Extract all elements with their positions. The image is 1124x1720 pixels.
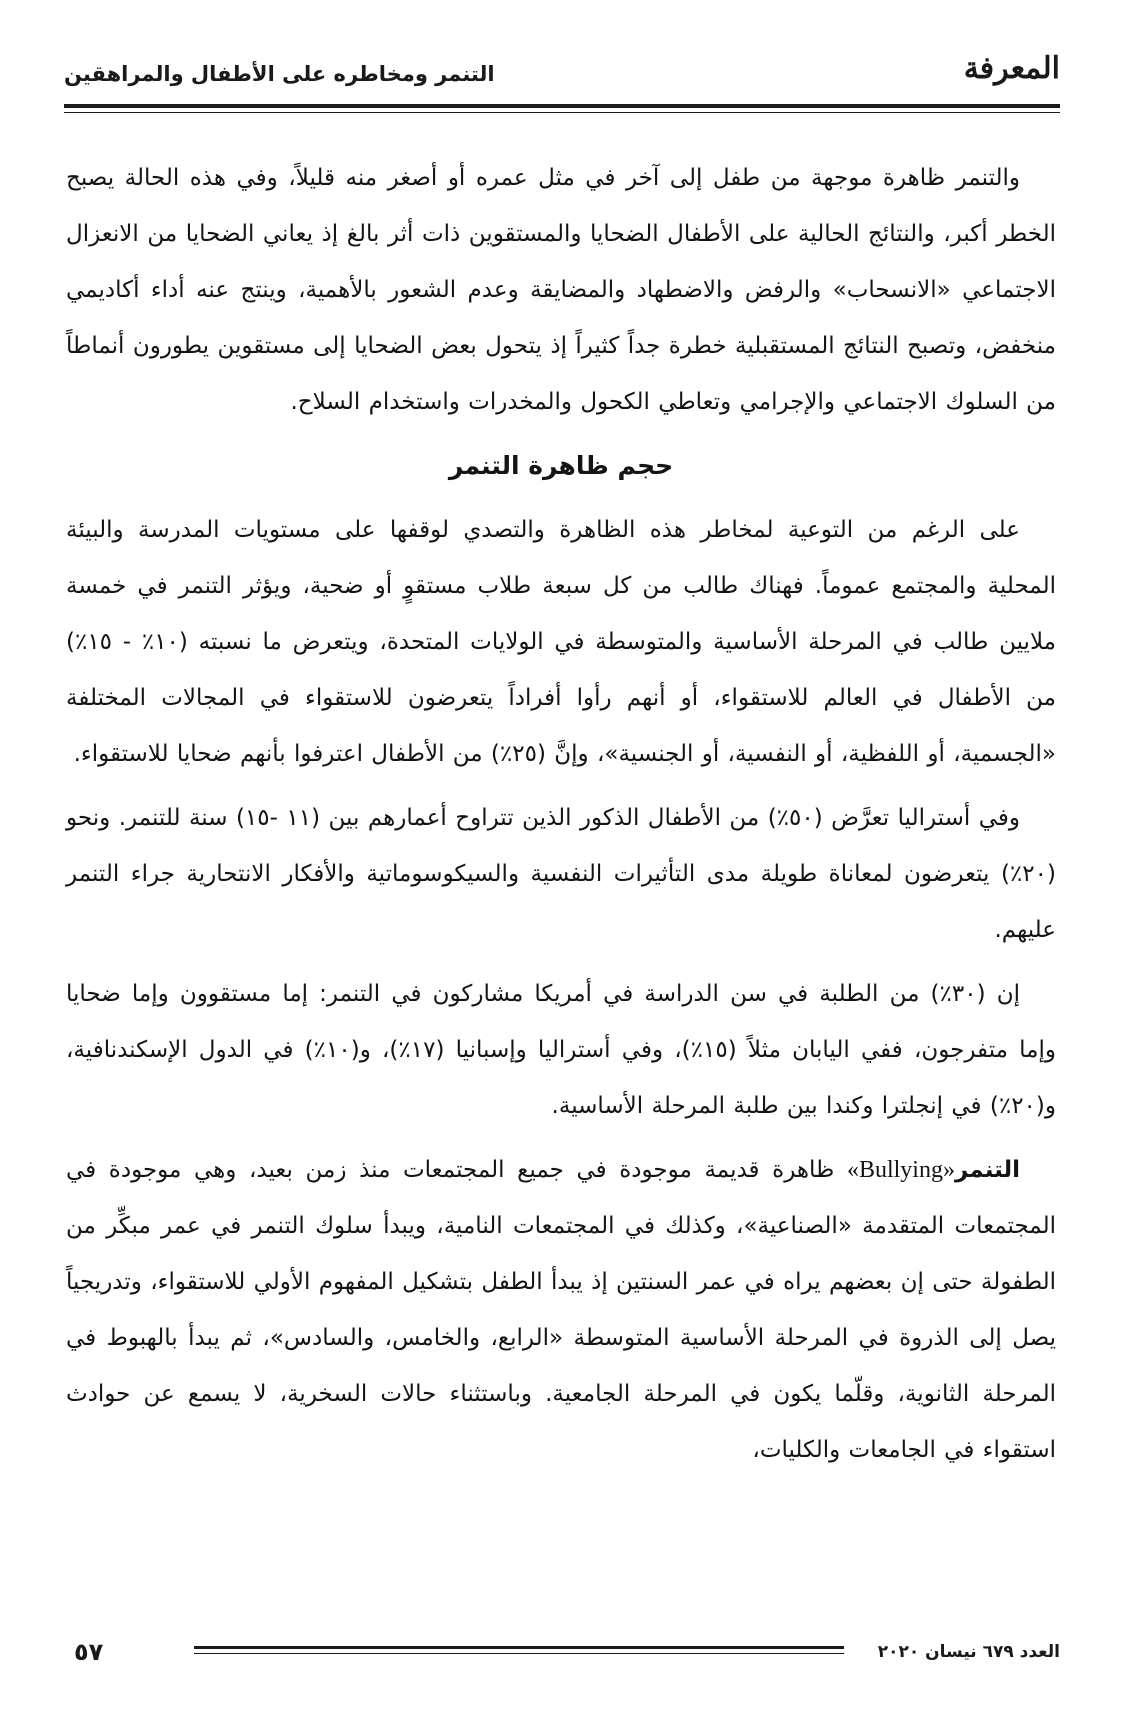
header-rule-thick [64,104,1060,108]
header-rule-thin [64,112,1060,113]
paragraph-3: وفي أستراليا تعرَّض (٥٠٪) من الأطفال الذكور الذين تتراوح أعمارهم بين (١١ -١٥) سنة للتنمر. ونحو (٢٠٪) يتعرضون لمعاناة طويلة مدى التأثيرات النفسية والسيكوسوماتية والأفكار الانتحارية جراء التنمر عليهم. [66,805,1056,943]
article-body [66,150,1056,1478]
section-heading: حجم ظاهرة التنمر [448,451,674,480]
paragraph-5-text: ظاهرة قديمة موجودة في جميع المجتمعات منذ زمن بعيد، وهي موجودة في المجتمعات المتقدمة «الصناعية»، وكذلك في المجتمعات النامية، ويبدأ سلوك التنمر في عمر مبكِّر من الطفولة حتى إن بعضهم يراه في عمر السنتين إذ يبدأ الطفل بتشكيل المفهوم الأولي للاستقواء، وتدريجياً يصل إلى الذروة في المرحلة الأساسية المتوسطة «الرابع، والخامس، والسادس»، ثم يبدأ بالهبوط في المرحلة الثانوية، وقلّما يكون في المرحلة الجامعية. وباستثناء حالات السخرية، لا يسمع عن حوادث استقواء في الجامعات والكليات، [66,1157,1056,1463]
running-header [64,48,1060,98]
paragraph-5-latin-term: «Bullying» [846,1157,955,1183]
magazine-logo: المعرفة [963,51,1060,86]
page-number: ٥٧ [74,1638,104,1666]
page-footer [64,1636,1060,1676]
paragraph-4: إن (٣٠٪) من الطلبة في سن الدراسة في أمريكا مشاركون في التنمر: إما مستقوون وإما ضحايا وإما متفرجون، ففي اليابان مثلاً (١٥٪)، وفي أستراليا وإسبانيا (١٧٪)، و(١٠٪) في الدول الإسكندنافية، و(٢٠٪) في إنجلترا وكندا بين طلبة المرحلة الأساسية. [66,981,1056,1119]
footer-rule-thin [194,1653,844,1654]
paragraph-2: على الرغم من التوعية لمخاطر هذه الظاهرة والتصدي لوقفها على مستويات المدرسة والبيئة المحلية والمجتمع عموماً. فهناك طالب من كل سبعة طلاب مستقوٍ أو ضحية، ويؤثر التنمر في خمسة ملايين طالب في المرحلة الأساسية والمتوسطة في الولايات المتحدة، ويتعرض ما نسبته (١٠٪ - ١٥٪) من الأطفال في العالم للاستقواء، أو أنهم رأوا أفراداً يتعرضون للاستقواء في المجالات المختلفة «الجسمية، أو اللفظية، أو النفسية، أو الجنسية»، وإنَّ (٢٥٪) من الأطفال اعترفوا بأنهم ضحايا للاستقواء. [66,517,1056,767]
footer-rule-thick [194,1646,844,1649]
paragraph-5-lead: التنمر [954,1157,1020,1183]
paragraph-5 [66,1142,1056,1478]
issue-info: العدد ٦٧٩ نيسان ٢٠٢٠ [877,1642,1060,1662]
paragraph-1: والتنمر ظاهرة موجهة من طفل إلى آخر في مثل عمره أو أصغر منه قليلاً، وفي هذه الحالة يصبح الخطر أكبر، والنتائج الحالية على الأطفال الضحايا والمستقوين ذات أثر بالغ إذ يعاني الضحايا من الانعزال الاجتماعي «الانسحاب» والرفض والاضطهاد والمضايقة وعدم الشعور بالأهمية، وينتج عنه أداء أكاديمي منخفض، وتصبح النتائج المستقبلية خطرة جداً كثيراً إذ يتحول بعض الضحايا إلى مستقوين يطورون أنماطاً من السلوك الاجتماعي والإجرامي وتعاطي الكحول والمخدرات واستخدام السلاح. [66,165,1056,415]
running-title: التنمر ومخاطره على الأطفال والمراهقين [64,62,495,86]
